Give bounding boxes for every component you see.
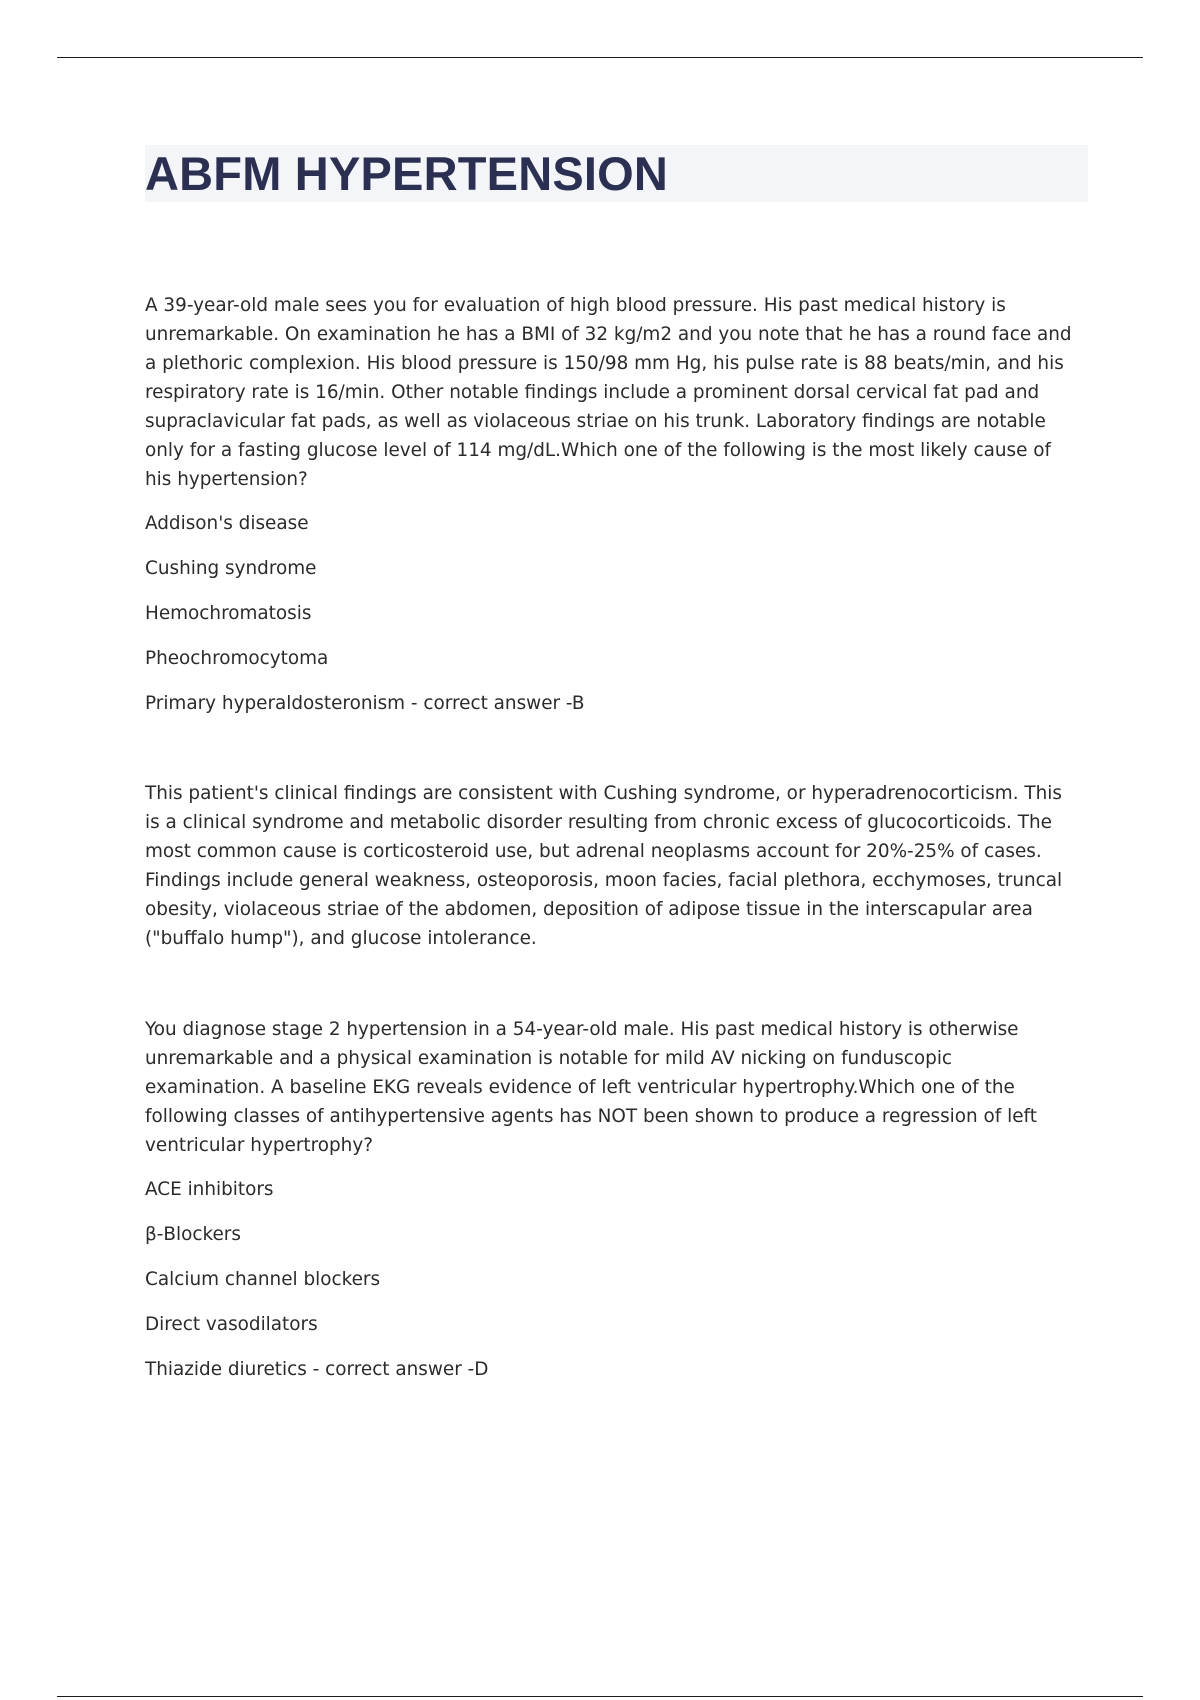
footer-rule [57,1696,1143,1697]
answer-option: β-Blockers [145,1224,241,1245]
question-stem: You diagnose stage 2 hypertension in a 54-year-old male. His past medical history is otherwise unremarkable and a physical examination is notable for mild AV nicking on funduscopic examination. A baseline EKG reveals evidence of left ventricular hypertrophy.Which one of the following classes of antihypertensive agents has NOT been shown to produce a regression of left ventricular hypertrophy? [145,1019,1037,1156]
answer-option: Hemochromatosis [145,603,312,624]
document-title: ABFM HYPERTENSION [145,147,669,200]
question-2 [145,1015,1075,1384]
answer-option: ACE inhibitors [145,1179,274,1200]
answer-options [145,509,1075,718]
answer-options [145,1175,1075,1384]
answer-option: Addison's disease [145,513,309,534]
answer-option: Direct vasodilators [145,1314,318,1335]
answer-explanation: This patient's clinical findings are consistent with Cushing syndrome, or hyperadrenocorticism. This is a clinical syndrome and metabolic disorder resulting from chronic excess of glucocorticoids. The most common cause is corticosteroid use, but adrenal neoplasms account for 20%-25% of cases. Findings include general weakness, osteoporosis, moon facies, facial plethora, ecchymoses, truncal obesity, violaceous striae of the abdomen, deposition of adipose tissue in the interscapular area ("buffalo hump"), and glucose intolerance. [145,783,1063,949]
answer-option: Calcium channel blockers [145,1269,381,1290]
answer-option: Pheochromocytoma [145,648,329,669]
answer-option-with-key: Thiazide diuretics - correct answer -D [145,1359,489,1380]
document-body [145,291,1075,1384]
spacer [145,953,1075,1015]
answer-option: Cushing syndrome [145,558,317,579]
question-1 [145,291,1075,953]
question-stem: A 39-year-old male sees you for evaluation of high blood pressure. His past medical history is unremarkable. On examination he has a BMI of 32 kg/m2 and you note that he has a round face and a plethoric complexion. His blood pressure is 150/98 mm Hg, his pulse rate is 88 beats/min, and his respiratory rate is 16/min. Other notable findings include a prominent dorsal cervical fat pad and supraclavicular fat pads, as well as violaceous striae on his trunk. Laboratory findings are notable only for a fasting glucose level of 114 mg/dL.Which one of the following is the most likely cause of his hypertension? [145,295,1072,490]
answer-option-with-key: Primary hyperaldosteronism - correct answer -B [145,693,585,714]
header-rule [57,57,1143,58]
spacer [145,718,1075,779]
